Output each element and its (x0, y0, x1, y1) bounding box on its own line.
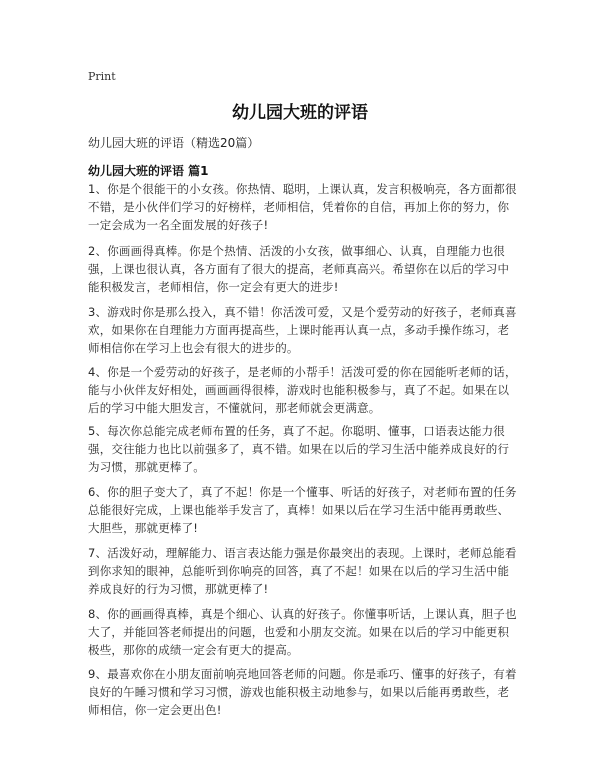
paragraph-9: 9、最喜欢你在小朋友面前响亮地回答老师的问题。你是乖巧、懂事的好孩子，有着良好的午睡习惯和学习习惯，游戏也能积极主动地参与，如果以后能再勇敢些，老师相信，你一定会更出色! (88, 667, 517, 717)
paragraph-5: 5、每次你总能完成老师布置的任务，真了不起。你聪明、懂事，口语表达能力很强，交往能力也比以前强多了，真不错。如果在以后的学习生活中能养成良好的行为习惯，那就更棒了。 (88, 424, 510, 474)
paragraph-2: 2、你画画得真棒。你是个热情、活泼的小女孩，做事细心、认真，自理能力也很强，上课也很认真，各方面有了很大的提高，老师真高兴。希望你在以后的学习中能积极发言，老师相信，你一定会有更大的进步! (88, 244, 510, 294)
paragraph-8: 8、你的画画得真棒，真是个细心、认真的好孩子。你懂事听话，上课认真，胆子也大了，并能回答老师提出的问题，也爱和小朋友交流。如果在以后的学习中能更积极些，那你的成绩一定会有更大的提高。 (88, 607, 517, 657)
paragraph-3: 3、游戏时你是那么投入，真不错！你活泼可爱，又是个爱劳动的好孩子，老师真喜欢，如果你在自理能力方面再提高些，上课时能再认真一点，多动手操作练习，老师相信你在学习上也会有很大的进步的。 (88, 305, 517, 355)
section-heading: 幼儿园大班的评语 篇1 (88, 164, 209, 178)
paragraph-4: 4、你是一个爱劳动的好孩子，是老师的小帮手！活泼可爱的你在园能听老师的话，能与小伙伴友好相处，画画画得很棒，游戏时也能积极参与，真了不起。如果在以后的学习中能大胆发言，不懂就问，那老师就会更满意。 (88, 365, 517, 415)
page-title: 幼儿园大班的评语 (232, 103, 368, 123)
document-subtitle: 幼儿园大班的评语（精选20篇） (88, 136, 260, 150)
paragraph-6: 6、你的胆子变大了，真了不起！你是一个懂事、听话的好孩子，对老师布置的任务总能很好完成，上课也能举手发言了，真棒！如果以后在学习生活中能再勇敢些、大胆些，那就更棒了! (88, 485, 517, 535)
paragraph-1: 1、你是个很能干的小女孩。你热情、聪明，上课认真，发言积极响亮，各方面都很不错，是小伙伴们学习的好榜样，老师相信，凭着你的自信，再加上你的努力，你一定会成为一名全面发展的好孩子! (88, 182, 517, 232)
paragraph-7: 7、活泼好动，理解能力、语言表达能力强是你最突出的表现。上课时，老师总能看到你求知的眼神，总能听到你响亮的回答，真了不起！如果在以后的学习生活中能养成良好的行为习惯，那就更棒了! (88, 546, 517, 596)
print-link[interactable]: Print (88, 70, 116, 83)
